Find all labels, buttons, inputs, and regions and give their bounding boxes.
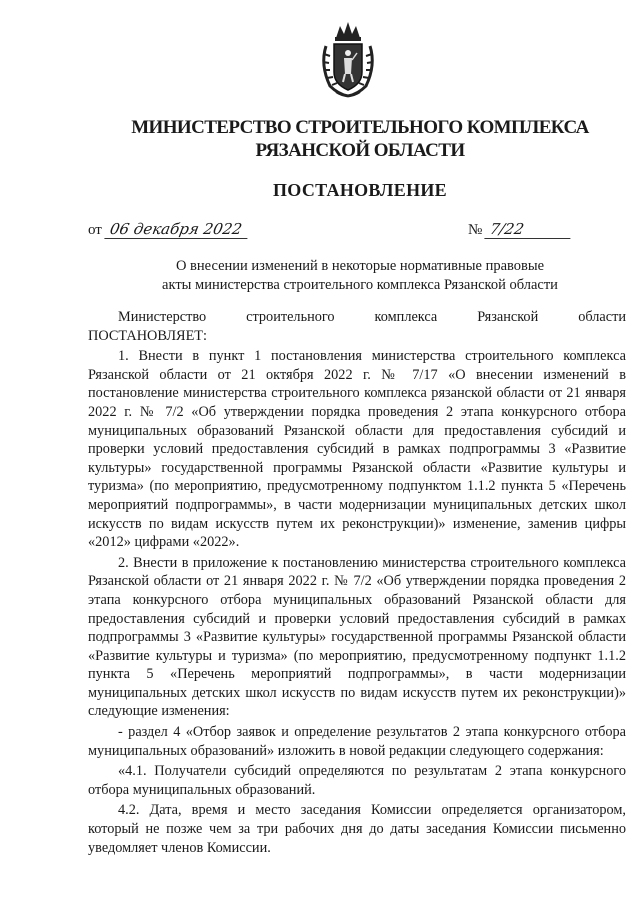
date-field — [88, 220, 249, 239]
document-type-title: ПОСТАНОВЛЕНИЕ — [273, 180, 447, 200]
intro-resolves: ПОСТАНОВЛЯЕТ: — [88, 327, 208, 344]
date-value: 06 декабря 2022 — [104, 220, 250, 239]
paragraph-3: - раздел 4 «Отбор заявок и определение результатов 2 этапа конкурсного отбора муниципальных образований» изложить в новой редакции следующего содержания: — [88, 724, 626, 759]
ministry-name-line1: МИНИСТЕРСТВО СТРОИТЕЛЬНОГО КОМПЛЕКСА — [131, 117, 589, 138]
ministry-name-line2: РЯЗАНСКОЙ ОБЛАСТИ — [255, 140, 465, 161]
paragraph-1: 1. Внести в пункт 1 постановления министерства строительного комплекса Рязанской области от 21 октября 2022 г. № 7/17 «О внесении изменений в постановление министерства строительного комплекса рязанской области от 21 января 2022 г. № 7/2 «Об утверждении порядка проведения 2 этапа конкурсного отбора муниципальных образований Рязанской области для предоставления субсидий и проверки условий предоставления субсидий в рамках подпрограммы 3 «Развитие культуры» государственной программы Рязанской области «Развитие культуры и туризма» (по мероприятию, предусмотренному подпунктом 1.1.2 пункта 5 «Перечень мероприятий подпрограммы», в части модернизации муниципальных детских школ искусств по видам искусств путем их реконструкции)» изменение, заменив цифры «2012» цифрами «2022». — [88, 348, 626, 551]
number-prefix: № — [468, 222, 483, 238]
ministry-name — [100, 116, 620, 162]
paragraph-4-2: 4.2. Дата, время и место заседания Комиссии определяется организатором, который не позже чем за три рабочих дня до даты заседания Комиссии письменно уведомляет членов Комиссии. — [88, 802, 626, 856]
subject-line1: О внесении изменений в некоторые нормативные правовые — [175, 258, 545, 274]
coat-of-arms-icon — [318, 20, 378, 100]
paragraph-2: 2. Внести в приложение к постановлению министерства строительного комплекса Рязанской области от 21 января 2022 г. № 7/2 «Об утверждении порядка проведения 2 этапа конкурсного отбора муниципальных образований Рязанской области для предоставления субсидий и проверки условий предоставления субсидий в рамках подпрограммы 3 «Развитие культуры» государственной программы Рязанской области «Развитие культуры и туризма» (по мероприятию, предусмотренному подпункт 1.1.2 пункта 5 «Перечень мероприятий подпрограммы», в части модернизации муниципальных детских школ искусств по видам искусств путем их реконструкции)» следующие изменения: — [88, 554, 626, 720]
date-prefix: от — [88, 222, 102, 238]
subject-line2: акты министерства строительного комплекса Рязанской области — [162, 277, 558, 293]
intro-line: Министерство строительного комплекса Рязанской области — [118, 309, 626, 325]
document-subject — [150, 257, 570, 295]
paragraph-4-1: «4.1. Получатели субсидий определяются по результатам 2 этапа конкурсного отбора муниципальных образований. — [88, 763, 626, 798]
number-value: 7/22 — [484, 220, 573, 239]
document-body — [88, 308, 626, 859]
number-field — [468, 220, 572, 239]
